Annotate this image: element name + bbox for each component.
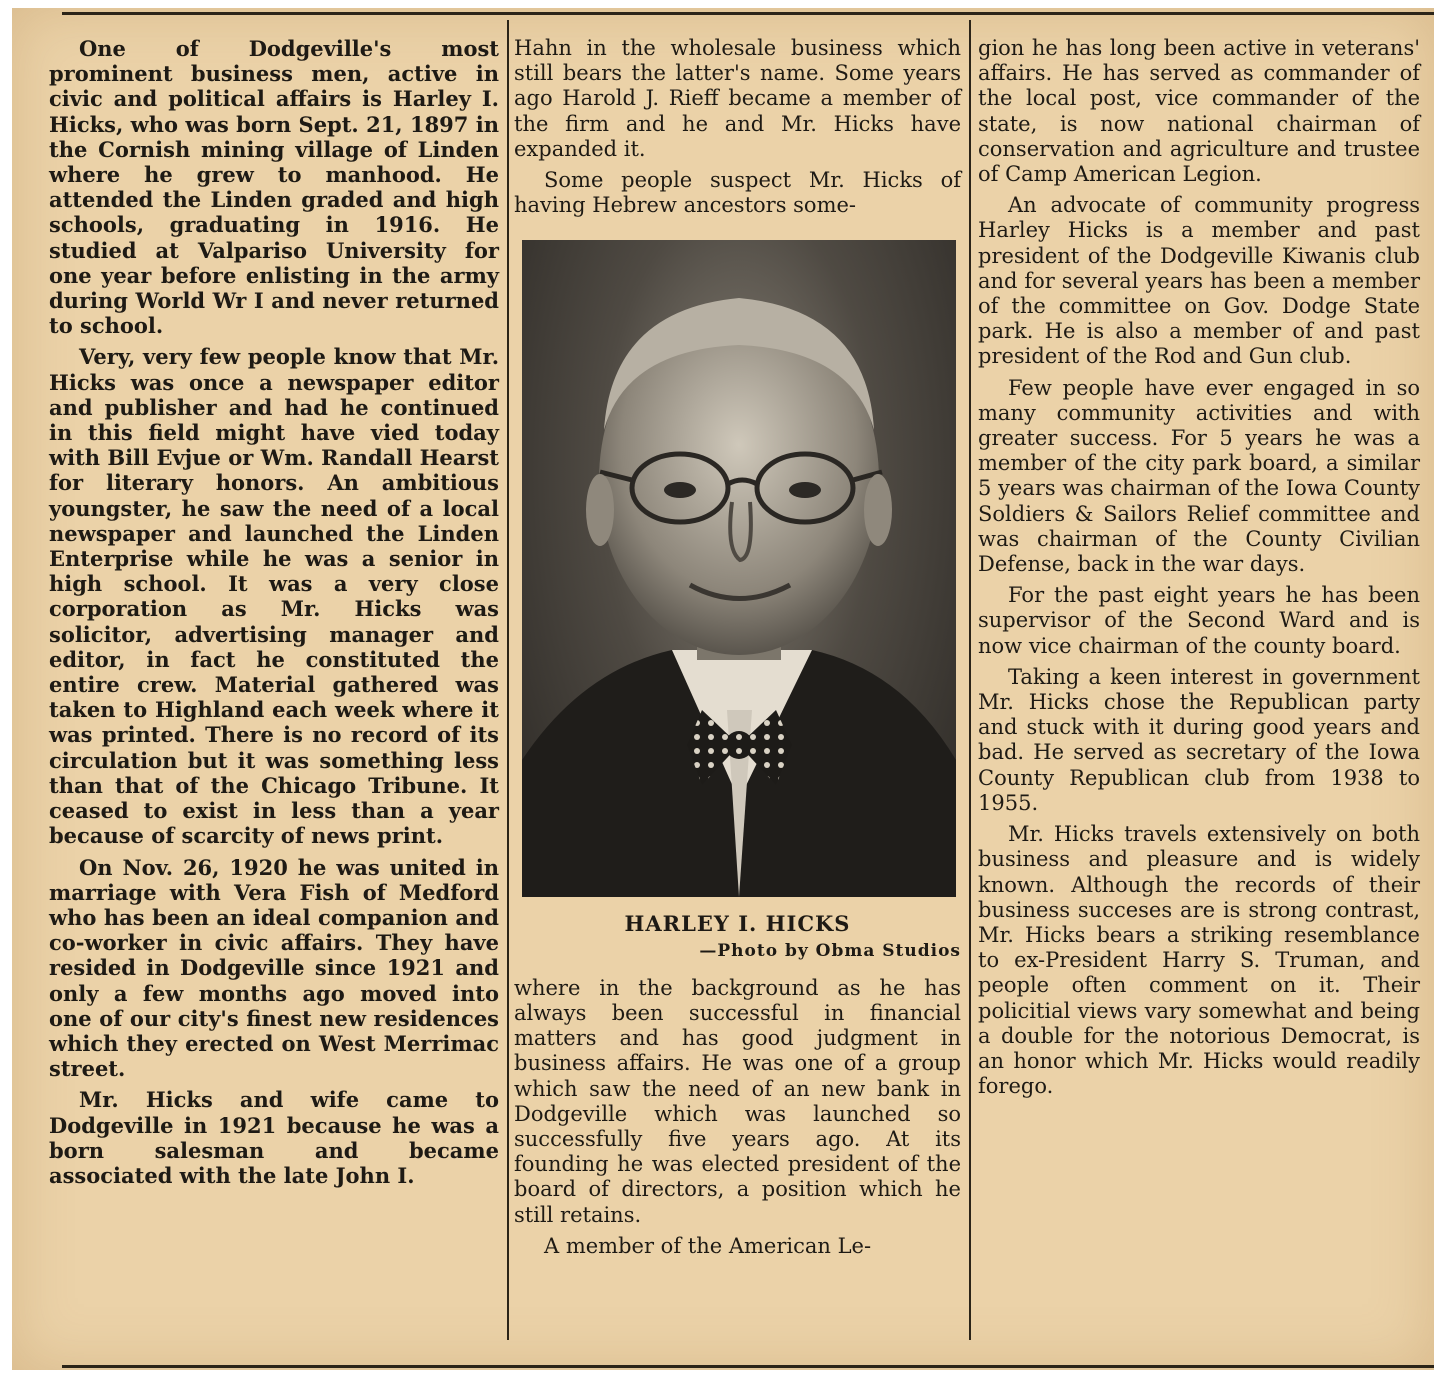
top-rule (62, 12, 1434, 15)
photo-caption: HARLEY I. HICKS (624, 911, 851, 937)
portrait-photo (522, 240, 956, 897)
paragraph: On Nov. 26, 1920 he was united in marriage with Vera Fish of Medford who has been an ideal companion and co-worker in civic affairs. They have resided in Dodgeville since 1921 and only a few months ago moved into one of our city's finest new residences which they erected on West Merrimac street. (49, 854, 499, 1082)
paragraph: Mr. Hicks and wife came to Dodgeville in 1921 because he was a born salesman and became associated with the late John I. (49, 1087, 499, 1188)
column-rule-left (507, 20, 509, 1340)
bottom-rule (62, 1365, 1434, 1368)
paragraph: An advocate of community progress Harley Hicks is a member and past president of the Dodgeville Kiwanis club and for several years has been a member of the committee on Gov. Dodge State park. He is also a member of and past president of the Rod and Gun club. (978, 193, 1420, 369)
paragraph: Some people suspect Mr. Hicks of having Hebrew ancestors some- (514, 168, 961, 218)
paragraph: One of Dodgeville's most prominent business men, active in civic and political affairs is Harley I. Hicks, who was born Sept. 21, 1897 in the Cornish mining village of Linden where he grew to manhood. He attended the Linden graded and high schools, graduating in 1916. He studied at Valpariso University for one year before enlisting in the army during World Wr I and never returned to school. (49, 36, 499, 339)
paragraph: Very, very few people know that Mr. Hicks was once a newspaper editor and publisher and had he continued in this field might have vied today with Bill Evjue or Wm. Randall Hearst for literary honors. An ambitious youngster, he saw the need of a local newspaper and launched the Linden Enterprise while he was a senior in high school. It was a very close corporation as Mr. Hicks was solicitor, advertising manager and editor, in fact he constituted the entire crew. Material gathered was taken to Highland each week where it was printed. There is no record of its circulation but it was something less than that of the Chicago Tribune. It ceased to exist in less than a year because of scarcity of news print. (49, 344, 499, 849)
paragraph: Taking a keen interest in government Mr. Hicks chose the Republican party and stuck with it during good years and bad. He served as secretary of the Iowa County Republican club from 1938 to 1955. (978, 664, 1420, 815)
article-column-3 (978, 36, 1420, 1105)
newspaper-clipping (12, 8, 1434, 1370)
paragraph: Mr. Hicks travels extensively on both business and pleasure and is widely known. Although the records of their business succeses are is strong contrast, Mr. Hicks bears a striking resemblance to ex-President Harry S. Truman, and people often comment on it. Their policitial views vary somewhat and being a double for the notorious Democrat, is an honor which Mr. Hicks would readily forego. (978, 822, 1420, 1099)
portrait-illustration (522, 240, 956, 897)
paragraph: A member of the American Le- (544, 1233, 872, 1258)
column-rule-right (969, 20, 971, 1340)
photo-credit: —Photo by Obma Studios (699, 940, 961, 961)
paragraph: For the past eight years he has been supervisor of the Second Ward and is now vice chairman of the county board. (978, 583, 1420, 658)
paragraph: Hahn in the wholesale business which still bears the latter's name. Some years ago Harold J. Rieff became a member of the firm and he and Mr. Hicks have expanded it. (514, 36, 961, 161)
article-column-2 (514, 36, 961, 1265)
article-column-1 (49, 36, 499, 1194)
paragraph: gion he has long been active in veterans' affairs. He has served as commander of the local post, vice commander of the state, is now national chairman of conservation and agriculture and trustee of Camp American Legion. (978, 36, 1420, 187)
paragraph: where in the background as he has always been successful in financial matters and has good judgment in business affairs. He was one of a group which saw the need of an new bank in Dodgeville which was launched so successfully five years ago. At its founding he was elected president of the board of directors, a position which he still retains. (514, 975, 961, 1227)
paragraph: Few people have ever engaged in so many community activities and with greater success. For 5 years he was a member of the city park board, a similar 5 years was chairman of the Iowa County Soldiers & Sailors Relief committee and was chairman of the County Civilian Defense, back in the war days. (978, 375, 1420, 577)
